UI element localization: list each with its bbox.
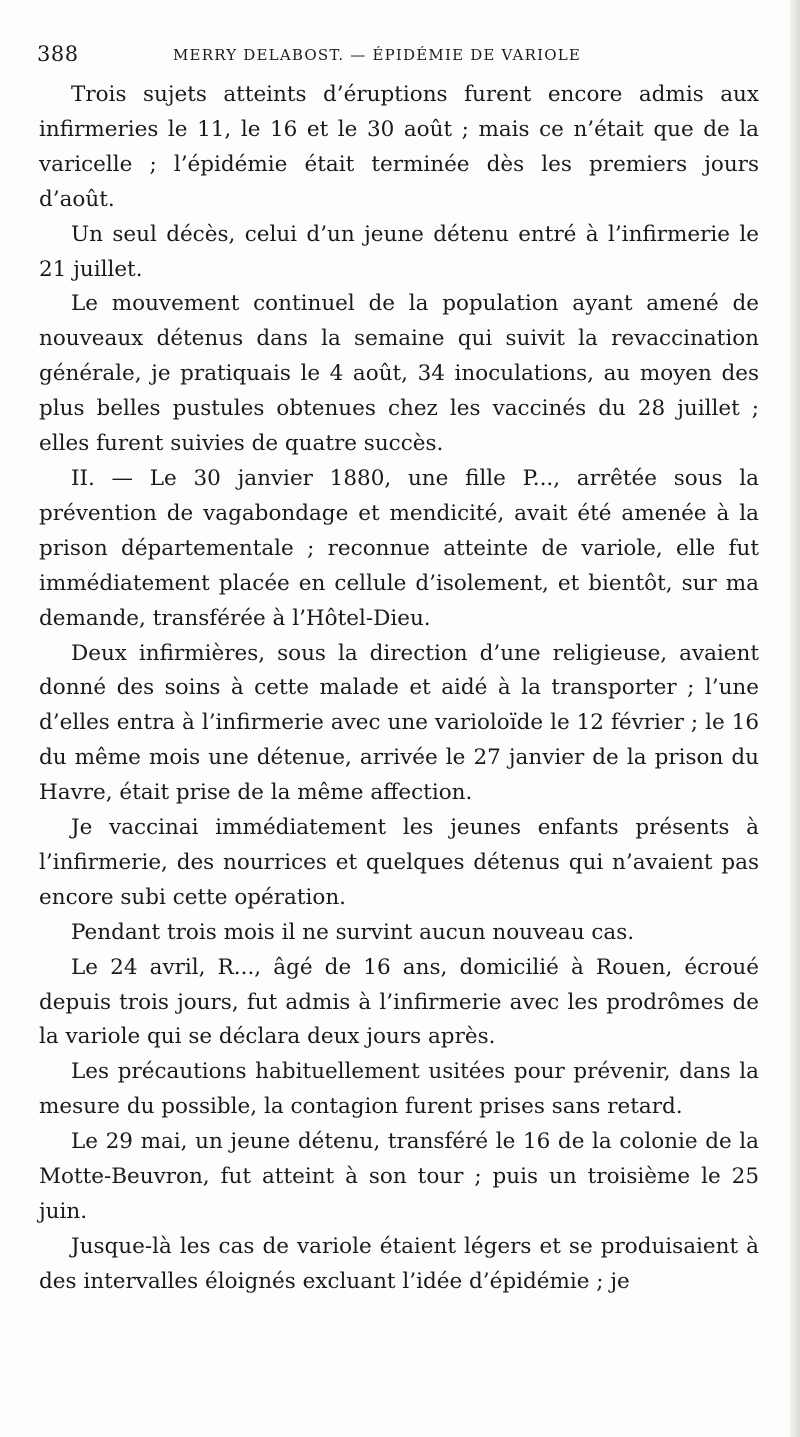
page-header bbox=[37, 42, 757, 72]
paragraph: Le 29 mai, un jeune détenu, transféré le 16 de la colonie de la Motte-Beuvron, fut atteint à son tour ; puis un troisième le 25 juin. bbox=[39, 1129, 759, 1224]
page-number: 388 bbox=[37, 42, 79, 66]
paragraph: Jusque-là les cas de variole étaient légers et se produisaient à des intervalles éloignés excluant l’idée d’épidémie ; je bbox=[39, 1233, 759, 1294]
page-edge-shadow bbox=[790, 0, 800, 1437]
paragraph: Trois sujets atteints d’éruptions furent encore admis aux infirmeries le 11, le 16 et le 30 août ; mais ce n’était que de la varicelle ; l’épidémie était terminée dès les premiers jours d’août. bbox=[39, 82, 759, 212]
body-text bbox=[39, 78, 759, 1300]
paragraph: Le 24 avril, R..., âgé de 16 ans, domicilié à Rouen, écroué depuis trois jours, fut admis à l’infirmerie avec les prodrômes de la variole qui se déclara deux jours après. bbox=[39, 954, 759, 1050]
paragraph: Pendant trois mois il ne survint aucun nouveau cas. bbox=[71, 919, 635, 945]
paragraph: Je vaccinai immédiatement les jeunes enfants présents à l’infirmerie, des nourrices et quelques détenus qui n’avaient pas encore subi cette opération. bbox=[39, 815, 759, 910]
paragraph: Les précautions habituellement usitées pour prévenir, dans la mesure du possible, la contagion furent prises sans retard. bbox=[39, 1059, 759, 1120]
paragraph: II. — Le 30 janvier 1880, une fille P..., arrêtée sous la prévention de vagabondage et mendicité, avait été amenée à la prison départementale ; reconnue atteinte de variole, elle fut immédiatement placée en cellule d’isolement, et bientôt, sur ma demande, transférée à l’Hôtel-Dieu. bbox=[39, 465, 759, 631]
running-head: MERRY DELABOST. — ÉPIDÉMIE DE VARIOLE bbox=[173, 46, 582, 64]
paragraph: Le mouvement continuel de la population ayant amené de nouveaux détenus dans la semaine qui suivit la revaccination générale, je pratiquais le 4 août, 34 inoculations, au moyen des plus belles pustules obtenues chez les vaccinés du 28 juillet ; elles furent suivies de quatre succès. bbox=[39, 291, 759, 457]
paragraph: Un seul décès, celui d’un jeune détenu entré à l’infirmerie le 21 juillet. bbox=[39, 221, 759, 282]
paragraph: Deux infirmières, sous la direction d’une religieuse, avaient donné des soins à cette malade et aidé à la transporter ; l’une d’elles entra à l’infirmerie avec une varioloïde le 12 février ; le 16 du même mois une détenue, arrivée le 27 janvier de la prison du Havre, était prise de la même affection. bbox=[39, 640, 759, 806]
